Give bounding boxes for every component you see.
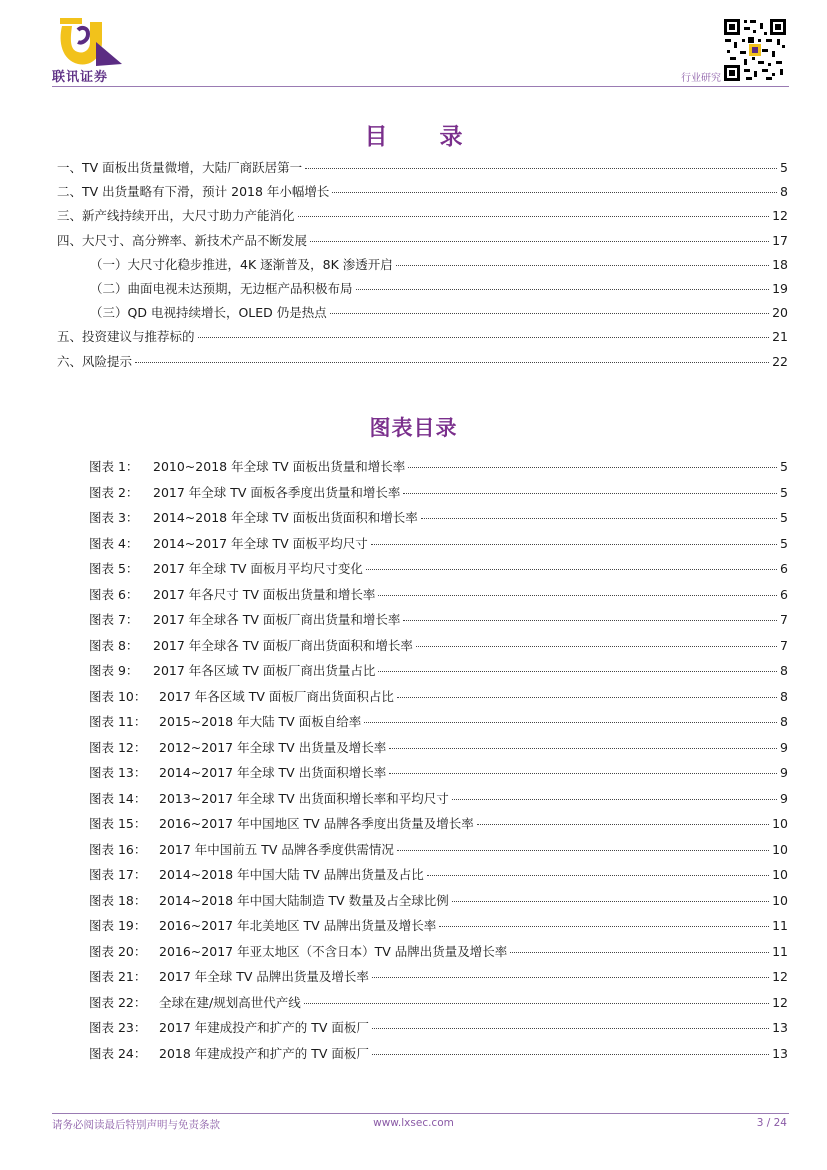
figure-item-leader-dots — [389, 748, 777, 749]
figure-item-number: 图表 7： — [89, 612, 139, 627]
figure-item-number: 图表 20： — [89, 943, 147, 959]
figure-item-label: 2014~2018 年全球 TV 面板出货面积和增长率 — [153, 510, 418, 525]
toc-item-label: 四、大尺寸、高分辨率、新技术产品不断发展 — [57, 232, 308, 248]
figure-item-label: 2018 年建成投产和扩产的 TV 面板厂 — [159, 1045, 369, 1061]
toc-item-label: （三）QD 电视持续增长，OLED 仍是热点 — [90, 305, 327, 321]
figure-item-number: 图表 19： — [89, 918, 147, 933]
figure-item-number: 图表 24： — [89, 1045, 147, 1061]
figure-item-number: 图表 13： — [89, 765, 147, 780]
toc-title: 目 录 — [364, 124, 485, 150]
figure-item-page: 11 — [772, 943, 788, 959]
figure-item-number: 图表 22： — [89, 994, 147, 1010]
figure-item-label: 2017 年全球 TV 面板月平均尺寸变化 — [153, 561, 363, 576]
figure-item-page: 7 — [780, 637, 788, 653]
section-label: 行业研究 — [681, 73, 721, 84]
figure-item-leader-dots — [408, 467, 777, 468]
figure-item-label: 2017 年全球各 TV 面板厂商出货面积和增长率 — [153, 637, 413, 653]
figure-item-page: 12 — [772, 994, 788, 1010]
figure-item[interactable] — [89, 893, 788, 909]
figure-item-page: 13 — [772, 1020, 788, 1035]
figure-item-leader-dots — [372, 977, 769, 978]
figure-item-leader-dots — [452, 799, 777, 800]
toc-item-page: 12 — [772, 208, 788, 224]
figure-item-page: 13 — [772, 1045, 788, 1061]
figure-item-number: 图表 8： — [89, 637, 139, 653]
figure-item-label: 2014~2017 年全球 TV 出货面积增长率 — [159, 765, 387, 780]
figure-item-label: 全球在建/规划高世代产线 — [159, 994, 301, 1010]
figure-item[interactable] — [89, 816, 788, 832]
figure-item-page: 6 — [780, 586, 788, 602]
figure-item-number: 图表 16： — [89, 841, 147, 857]
figure-item[interactable] — [89, 663, 788, 679]
figure-item[interactable] — [89, 969, 788, 985]
figure-item-leader-dots — [378, 595, 777, 596]
toc-item-leader-dots — [356, 289, 770, 290]
toc-item-page: 20 — [772, 305, 788, 321]
figure-item[interactable] — [89, 842, 788, 858]
figure-item-number: 图表 5： — [89, 561, 139, 576]
toc-item[interactable] — [57, 233, 788, 249]
figure-item-page: 5 — [780, 484, 788, 500]
figure-item-leader-dots — [366, 569, 777, 570]
figure-item-page: 12 — [772, 969, 788, 984]
figure-item-leader-dots — [397, 697, 777, 698]
toc-item[interactable] — [90, 281, 788, 297]
figure-item-label: 2017 年中国前五 TV 品牌各季度供需情况 — [159, 841, 394, 857]
toc-item[interactable] — [90, 257, 788, 273]
figure-item-leader-dots — [378, 671, 777, 672]
figure-item-number: 图表 18： — [89, 892, 147, 908]
toc-item-page: 19 — [772, 281, 788, 296]
figure-item-label: 2017 年各尺寸 TV 面板出货量和增长率 — [153, 586, 376, 602]
figure-item-label: 2014~2018 年中国大陆制造 TV 数量及占全球比例 — [159, 892, 449, 908]
figure-item-label: 2016~2017 年北美地区 TV 品牌出货量及增长率 — [159, 918, 437, 933]
toc-item[interactable] — [57, 184, 788, 200]
figure-item-number: 图表 4： — [89, 535, 139, 551]
figure-item-label: 2012~2017 年全球 TV 出货量及增长率 — [159, 739, 387, 755]
figure-item-leader-dots — [364, 722, 777, 723]
figure-item-page: 9 — [780, 765, 788, 780]
figure-item[interactable] — [89, 944, 788, 960]
figure-item-page: 8 — [780, 714, 788, 729]
figure-item[interactable] — [89, 689, 788, 705]
toc-item[interactable] — [57, 329, 788, 345]
figure-item-number: 图表 15： — [89, 816, 147, 831]
figure-item-page: 7 — [780, 612, 788, 627]
figure-item-leader-dots — [304, 1003, 769, 1004]
figure-item-leader-dots — [389, 773, 777, 774]
toc-item-page: 22 — [772, 353, 788, 369]
toc-item-page: 21 — [772, 329, 788, 345]
figure-item[interactable] — [89, 536, 788, 552]
figure-item-label: 2017 年各区域 TV 面板厂商出货面积占比 — [159, 688, 394, 704]
figure-item-leader-dots — [427, 875, 769, 876]
figure-item[interactable] — [89, 561, 788, 577]
figure-item-label: 2014~2018 年中国大陆 TV 品牌出货量及占比 — [159, 867, 424, 882]
toc-item-leader-dots — [305, 168, 777, 169]
page-header — [0, 0, 827, 95]
figure-item-number: 图表 3： — [89, 510, 139, 525]
figure-item-label: 2014~2017 年全球 TV 面板平均尺寸 — [153, 535, 368, 551]
figure-item-page: 5 — [780, 510, 788, 525]
figure-item-number: 图表 17： — [89, 867, 147, 882]
figure-item-number: 图表 14： — [89, 790, 147, 806]
toc-item-leader-dots — [330, 313, 769, 314]
header-divider — [52, 86, 789, 87]
figure-item[interactable] — [89, 612, 788, 628]
toc-item[interactable] — [57, 160, 788, 176]
figure-item-label: 2013~2017 年全球 TV 出货面积增长率和平均尺寸 — [159, 790, 449, 806]
figure-item-label: 2016~2017 年中国地区 TV 品牌各季度出货量及增长率 — [159, 816, 474, 831]
toc-item-label: 三、新产线持续开出，大尺寸助力产能消化 — [57, 208, 295, 224]
toc-item-label: 一、TV 面板出货量微增，大陆厂商跃居第一 — [57, 160, 303, 175]
figure-item-label: 2015~2018 年大陆 TV 面板自给率 — [159, 714, 362, 729]
figure-item[interactable] — [89, 587, 788, 603]
qr-code-icon — [722, 17, 788, 83]
figure-item[interactable] — [89, 485, 788, 501]
toc-item-label: 五、投资建议与推荐标的 — [57, 329, 195, 345]
figure-item[interactable] — [89, 791, 788, 807]
toc-item-page: 17 — [772, 232, 788, 248]
figure-item[interactable] — [89, 740, 788, 756]
figure-item-leader-dots — [403, 493, 777, 494]
toc-item-leader-dots — [396, 265, 769, 266]
figure-item-leader-dots — [372, 1028, 769, 1029]
figure-item-leader-dots — [452, 901, 769, 902]
figure-item-leader-dots — [477, 824, 769, 825]
toc-item-page: 18 — [772, 256, 788, 272]
footer-divider — [52, 1113, 789, 1114]
figure-item[interactable] — [89, 638, 788, 654]
figure-item-label: 2017 年建成投产和扩产的 TV 面板厂 — [159, 1020, 369, 1035]
footer-website[interactable]: www.lxsec.com — [373, 1117, 454, 1129]
figure-item[interactable] — [89, 510, 788, 526]
toc-item-leader-dots — [198, 337, 770, 338]
toc-item-label: 二、TV 出货量略有下滑，预计 2018 年小幅增长 — [57, 184, 330, 200]
figure-item-leader-dots — [421, 518, 777, 519]
figure-item-label: 2017 年全球 TV 品牌出货量及增长率 — [159, 969, 369, 984]
toc-item-leader-dots — [135, 362, 769, 363]
company-name: 联讯证券 — [52, 70, 109, 85]
figure-item-label: 2017 年全球 TV 面板各季度出货量和增长率 — [153, 484, 401, 500]
figure-item-page: 11 — [772, 918, 788, 933]
figure-item-leader-dots — [439, 926, 769, 927]
figure-item-leader-dots — [397, 850, 769, 851]
figure-item-page: 10 — [772, 867, 788, 882]
toc-item-page: 5 — [780, 160, 788, 175]
figure-item-leader-dots — [372, 1054, 769, 1055]
figure-item[interactable] — [89, 459, 788, 475]
figure-item-number: 图表 23： — [89, 1020, 147, 1035]
figure-item-page: 9 — [780, 739, 788, 755]
figure-item-page: 10 — [772, 816, 788, 831]
toc-item[interactable] — [57, 354, 788, 370]
figure-item-page: 5 — [780, 535, 788, 551]
figure-item-number: 图表 6： — [89, 586, 139, 602]
figure-item-page: 9 — [780, 790, 788, 806]
figure-item-page: 8 — [780, 688, 788, 704]
figure-item-label: 2010~2018 年全球 TV 面板出货量和增长率 — [153, 459, 406, 474]
figure-item-page: 5 — [780, 459, 788, 474]
figure-item-leader-dots — [403, 620, 777, 621]
figure-item[interactable] — [89, 714, 788, 730]
toc-item-leader-dots — [310, 241, 769, 242]
figure-item-page: 10 — [772, 892, 788, 908]
figure-item-label: 2016~2017 年亚太地区（不含日本）TV 品牌出货量及增长率 — [159, 943, 508, 959]
figure-item-label: 2017 年各区域 TV 面板厂商出货量占比 — [153, 663, 376, 678]
figure-item-page: 6 — [780, 561, 788, 576]
figure-list-title: 图表目录 — [369, 416, 458, 440]
figure-item-label: 2017 年全球各 TV 面板厂商出货量和增长率 — [153, 612, 401, 627]
figure-item-page: 8 — [780, 663, 788, 678]
footer-page-number: 3 / 24 — [756, 1117, 787, 1129]
toc-item-label: （一）大尺寸化稳步推进，4K 逐渐普及，8K 渗透开启 — [90, 256, 393, 272]
toc-item[interactable] — [90, 305, 788, 321]
figure-item-number: 图表 12： — [89, 739, 147, 755]
toc-item-leader-dots — [332, 192, 777, 193]
toc-item-page: 8 — [780, 184, 788, 200]
figure-item-number: 图表 9： — [89, 663, 139, 678]
figure-item-number: 图表 10： — [89, 688, 147, 704]
figure-item-number: 图表 21： — [89, 969, 147, 984]
figure-item-page: 10 — [772, 841, 788, 857]
figure-item-leader-dots — [510, 952, 769, 953]
figure-item-number: 图表 1： — [89, 459, 139, 474]
toc-item-label: 六、风险提示 — [57, 353, 133, 369]
footer-disclaimer[interactable]: 请务必阅读最后特别声明与免责条款 — [52, 1119, 220, 1131]
figure-item-leader-dots — [416, 646, 777, 647]
figure-item[interactable] — [89, 995, 788, 1011]
figure-item-number: 图表 2： — [89, 484, 139, 500]
figure-item-leader-dots — [371, 544, 777, 545]
figure-item[interactable] — [89, 918, 788, 934]
figure-item[interactable] — [89, 867, 788, 883]
toc-item-label: （二）曲面电视未达预期，无边框产品积极布局 — [90, 281, 353, 296]
figure-item[interactable] — [89, 1046, 788, 1062]
figure-item[interactable] — [89, 765, 788, 781]
toc-item-leader-dots — [298, 216, 770, 217]
figure-item-number: 图表 11： — [89, 714, 147, 729]
toc-item[interactable] — [57, 208, 788, 224]
figure-item[interactable] — [89, 1020, 788, 1036]
